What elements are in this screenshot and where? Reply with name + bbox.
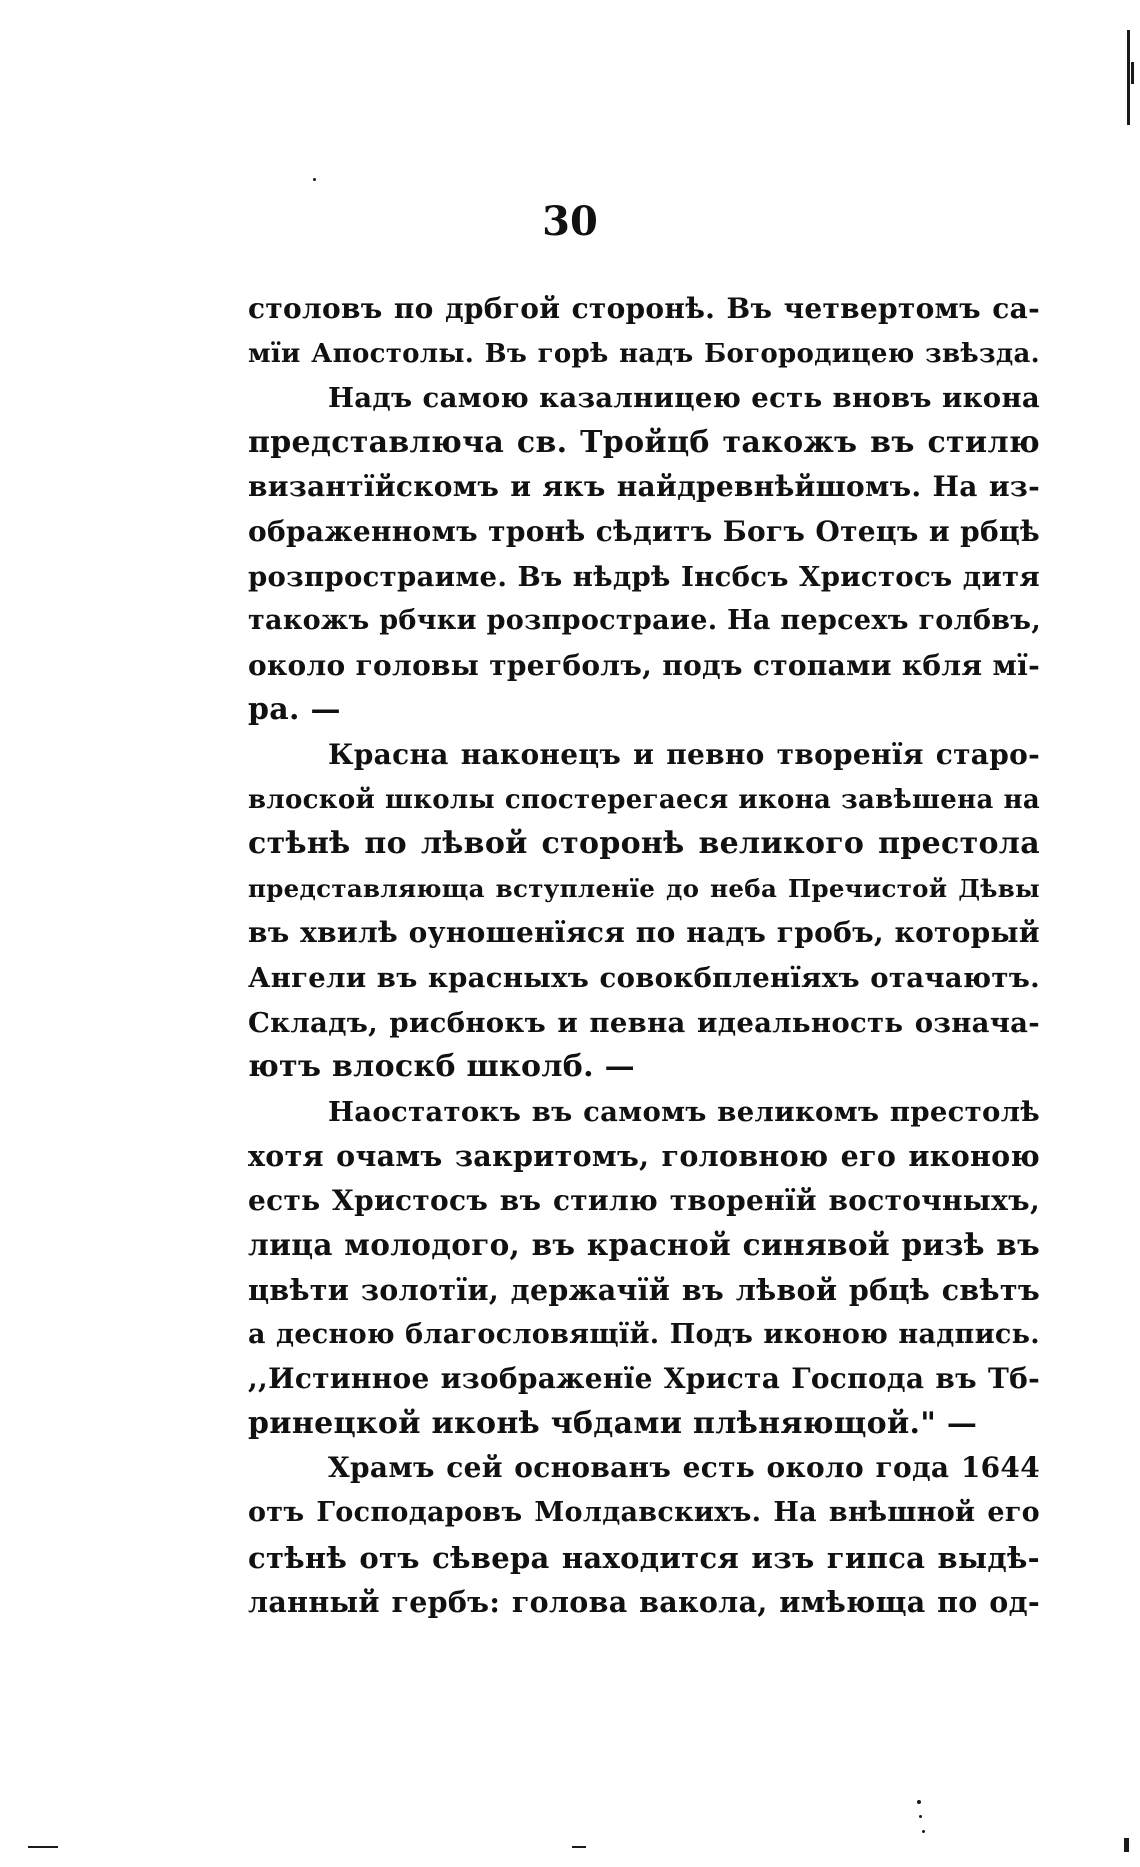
text-line: въ хвилѣ оуношенїяся по надъ гробъ, который — [248, 916, 1040, 950]
text-line: ланный гербъ: голова вакола, имѣюща по од- — [248, 1585, 1040, 1620]
text-line: Надъ самою казалницею есть вновъ икона — [328, 382, 1040, 415]
text-line: а десною благословящїй. Подъ иконою надпись. — [248, 1318, 1040, 1350]
text-line: ,,Истинное изображенїе Христа Господа въ Тб- — [248, 1362, 1040, 1396]
text-line: Складъ, рисбнокъ и певна идеальность означа- — [248, 1006, 1040, 1039]
scan-speck — [922, 1830, 925, 1833]
text-line: представляюща вступленїе до неба Пречистой Дѣвы — [248, 873, 1040, 903]
scan-edge-mark — [1131, 62, 1134, 84]
text-line: ра. — — [248, 692, 341, 728]
text-line: стѣнѣ отъ сѣвера находится изъ гипса выдѣ- — [248, 1540, 1040, 1575]
body-text — [248, 287, 1040, 1625]
text-line: такожъ рбчки розпростраие. На персехъ голбвъ, — [248, 605, 1042, 637]
text-line: отъ Господаровъ Молдавскихъ. На внѣшной его — [248, 1497, 1040, 1529]
text-line: Наостатокъ въ самомъ великомъ престолѣ — [328, 1095, 1040, 1128]
text-line: ринецкой иконѣ чбдами плѣняющой." — — [248, 1405, 978, 1441]
scan-edge-mark — [1124, 1838, 1129, 1852]
text-line: Храмъ сей основанъ есть около года 1644 — [328, 1451, 1040, 1485]
text-line: около головы трегболъ, подъ стопами кбля мї- — [248, 648, 1040, 682]
text-line: ютъ влоскб школб. — — [248, 1049, 635, 1085]
scan-edge-mark — [1127, 30, 1130, 125]
text-line: влоской школы спостерегаеся икона завѣшена на — [248, 784, 1040, 815]
text-line: есть Христосъ въ стилю творенїй восточныхъ, — [248, 1183, 1040, 1217]
text-line: столовъ по дрбгой сторонѣ. Въ четвертомъ са- — [248, 292, 1040, 325]
text-line: цвѣти золотїи, держачїй въ лѣвой рбцѣ свѣтъ — [248, 1273, 1040, 1308]
text-line: Красна наконецъ и певно творенїя старо- — [328, 737, 1040, 771]
scan-edge-mark — [572, 1846, 586, 1848]
scan-speck — [919, 1815, 922, 1818]
text-line: представлюча св. Тройцб такожъ въ стилю — [248, 424, 1040, 460]
scan-edge-mark — [28, 1846, 58, 1848]
scan-speck — [917, 1800, 921, 1804]
text-line: лица молодого, въ красной синявой ризѣ въ — [248, 1227, 1040, 1263]
text-line: ображенномъ тронѣ сѣдитъ Богъ Отецъ и рбцѣ — [248, 514, 1040, 548]
text-line: хотя очамъ закритомъ, головною его иконою — [248, 1139, 1040, 1174]
text-line: розпростраиме. Въ нѣдрѣ Інсбсъ Христосъ дитя — [248, 560, 1040, 593]
text-line: стѣнѣ по лѣвой сторонѣ великого престола — [248, 826, 1040, 862]
text-line: Ангели въ красныхъ совокбпленїяхъ отачаютъ. — [248, 961, 1040, 994]
scan-speck — [313, 178, 316, 181]
text-line: мїи Апостолы. Въ горѣ надъ Богородицею звѣзда. — [248, 338, 1040, 369]
text-line: византїйскомъ и якъ найдревнѣйшомъ. На из- — [248, 470, 1040, 504]
page-number: 30 — [542, 198, 598, 245]
